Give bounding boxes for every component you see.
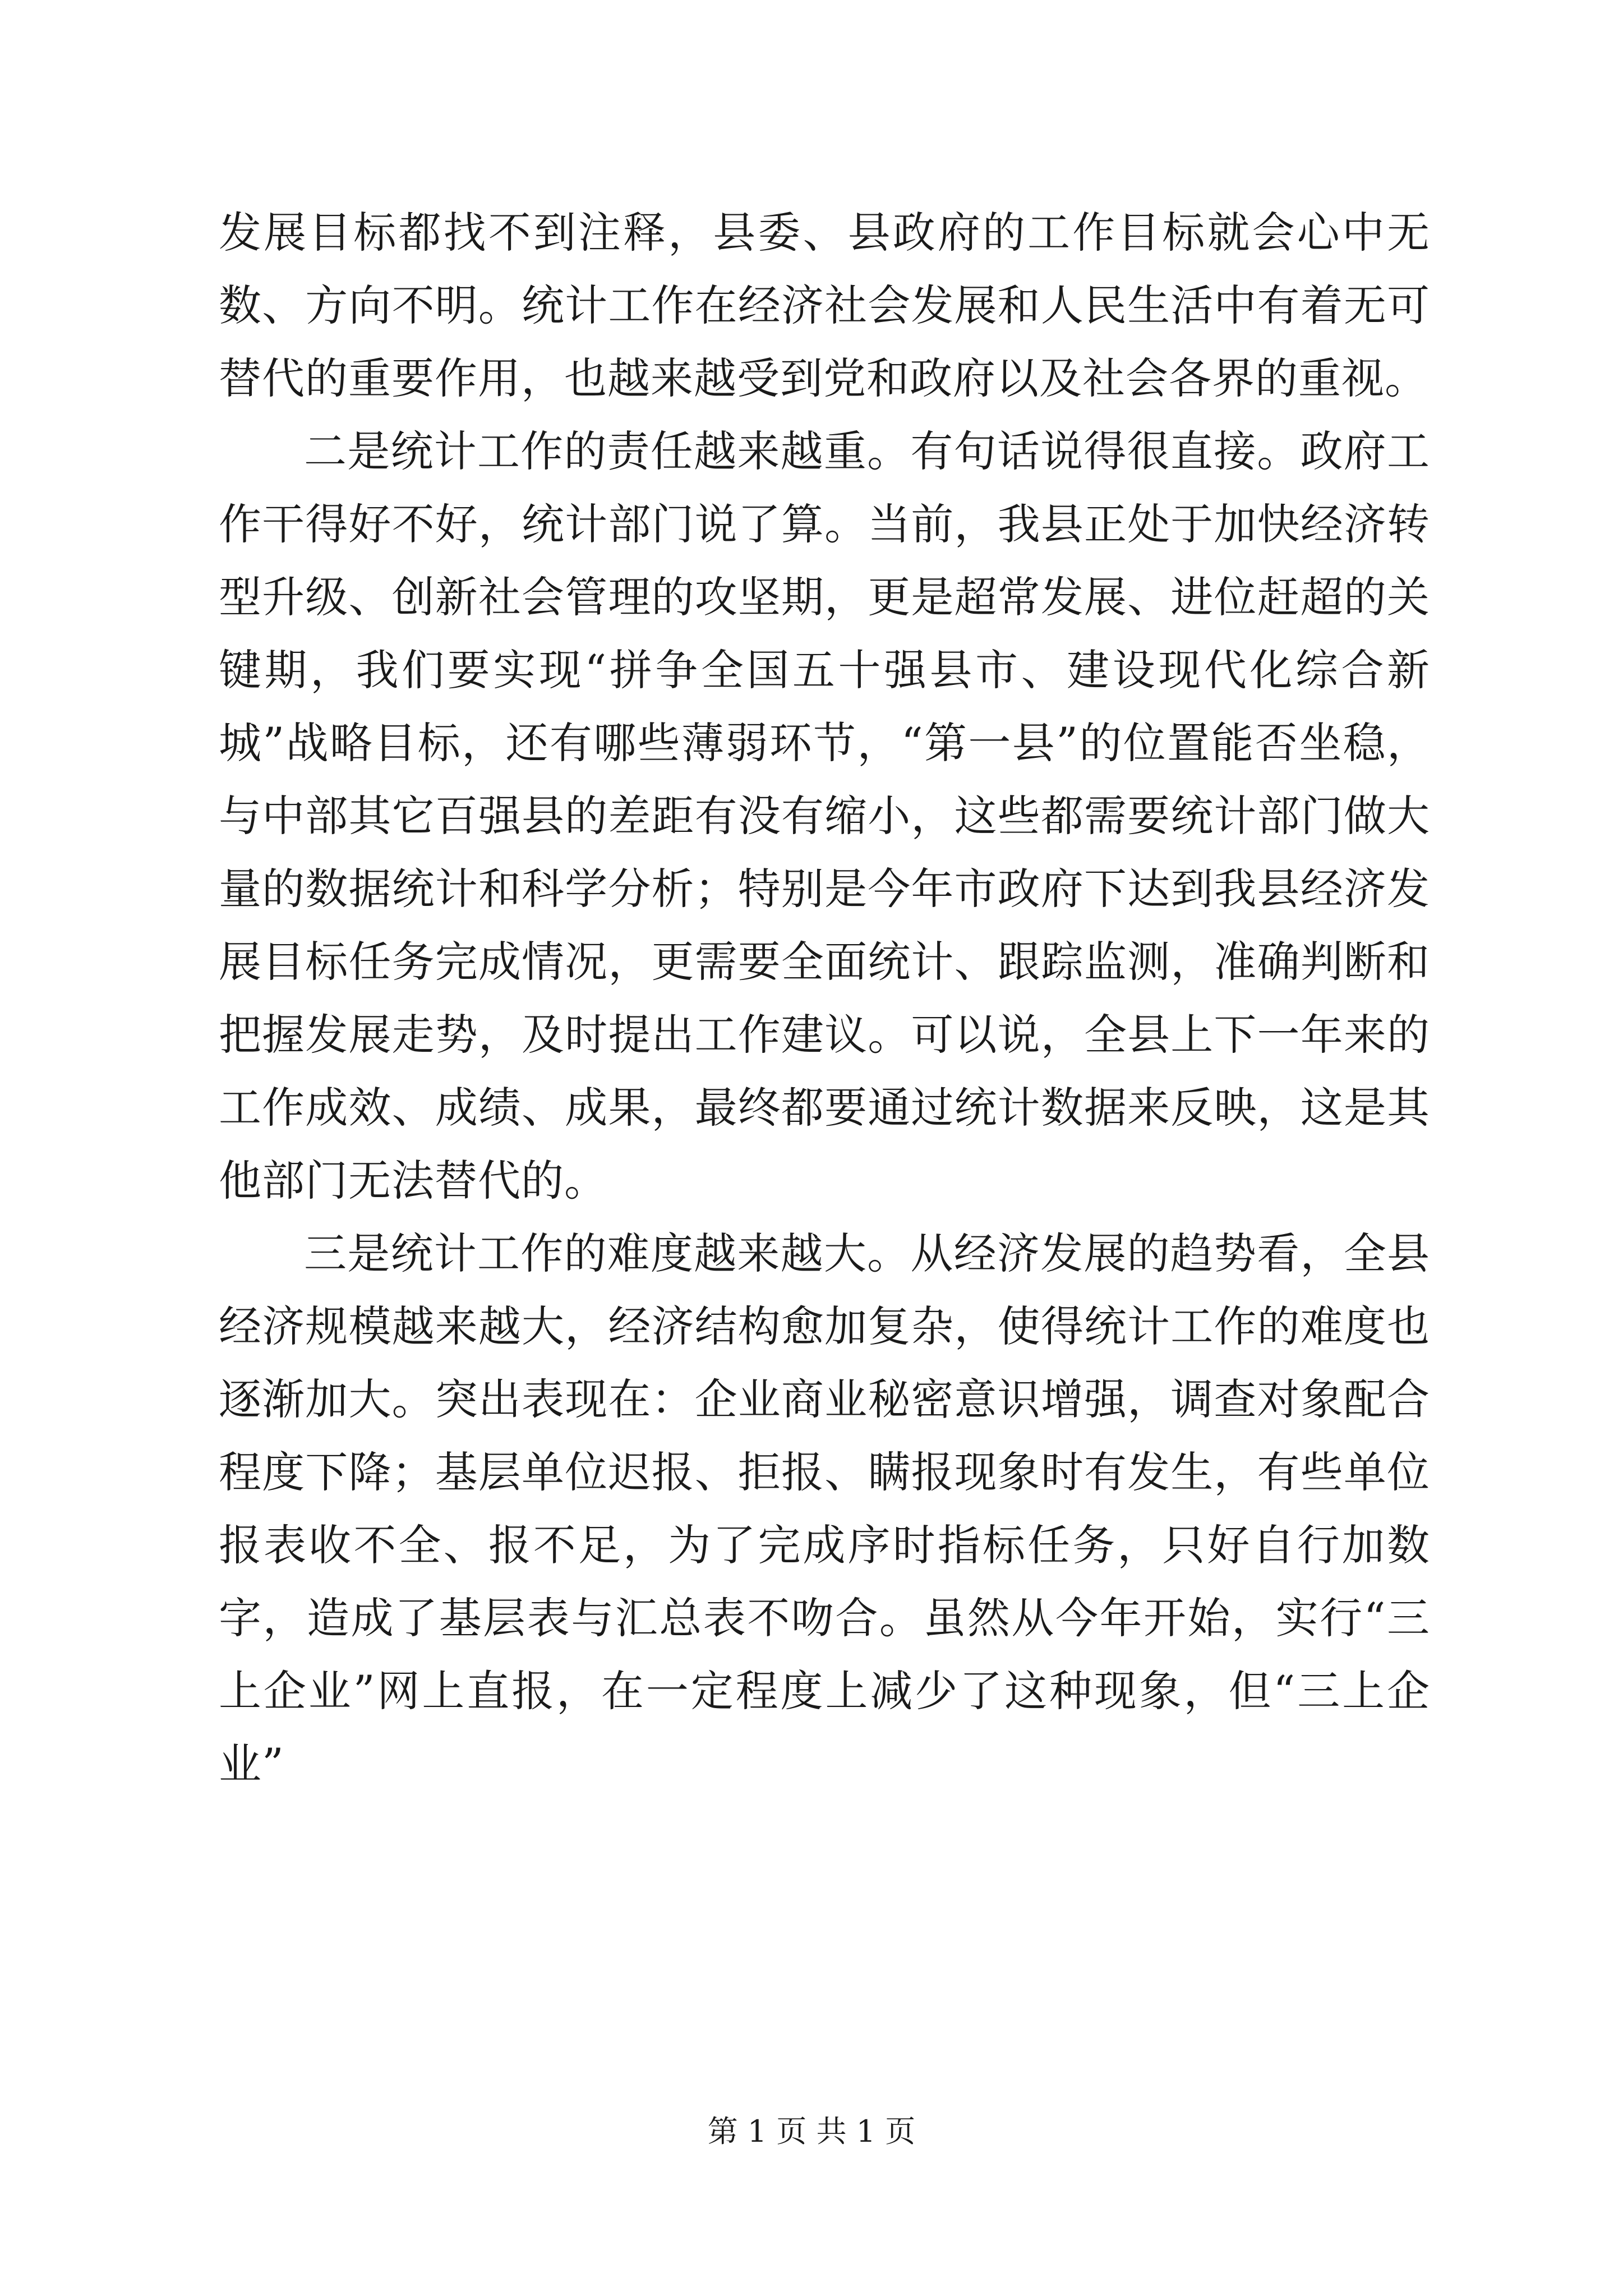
page-footer <box>0 2109 1623 2154</box>
paragraph-2: 二是统计工作的责任越来越重。有句话说得很直接。政府工作干得好不好，统计部门说了算。当前，我县正处于加快经济转型升级、创新社会管理的攻坚期，更是超常发展、进位赶超的关键期，我们要实现“拼争全国五十强县市、建设现代化综合新城”战略目标，还有哪些薄弱环节，“第一县”的位置能否坐稳，与中部其它百强县的差距有没有缩小，这些都需要统计部门做大量的数据统计和科学分析；特别是今年市政府下达到我县经济发展目标任务完成情况，更需要全面统计、跟踪监测，准确判断和把握发展走势，及时提出工作建议。可以说，全县上下一年来的工作成效、成绩、成果，最终都要通过统计数据来反映，这是其他部门无法替代的。 <box>219 426 1430 1205</box>
document-body <box>219 196 1430 1801</box>
paragraph-3: 三是统计工作的难度越来越大。从经济发展的趋势看，全县经济规模越来越大，经济结构愈加复杂，使得统计工作的难度也逐渐加大。突出表现在：企业商业秘密意识增强，调查对象配合程度下降；基层单位迟报、拒报、瞒报现象时有发生，有些单位报表收不全、报不足，为了完成序时指标任务，只好自行加数字，造成了基层表与汇总表不吻合。虽然从今年开始，实行“三上企业”网上直报，在一定程度上减少了这种现象，但“三上企业” <box>219 1228 1430 1789</box>
page-number-label: 第 1 页 共 1 页 <box>707 2114 916 2149</box>
paragraph-1: 发展目标都找不到注释，县委、县政府的工作目标就会心中无数、方向不明。统计工作在经济社会发展和人民生活中有着无可替代的重要作用，也越来越受到党和政府以及社会各界的重视。 <box>219 208 1430 403</box>
